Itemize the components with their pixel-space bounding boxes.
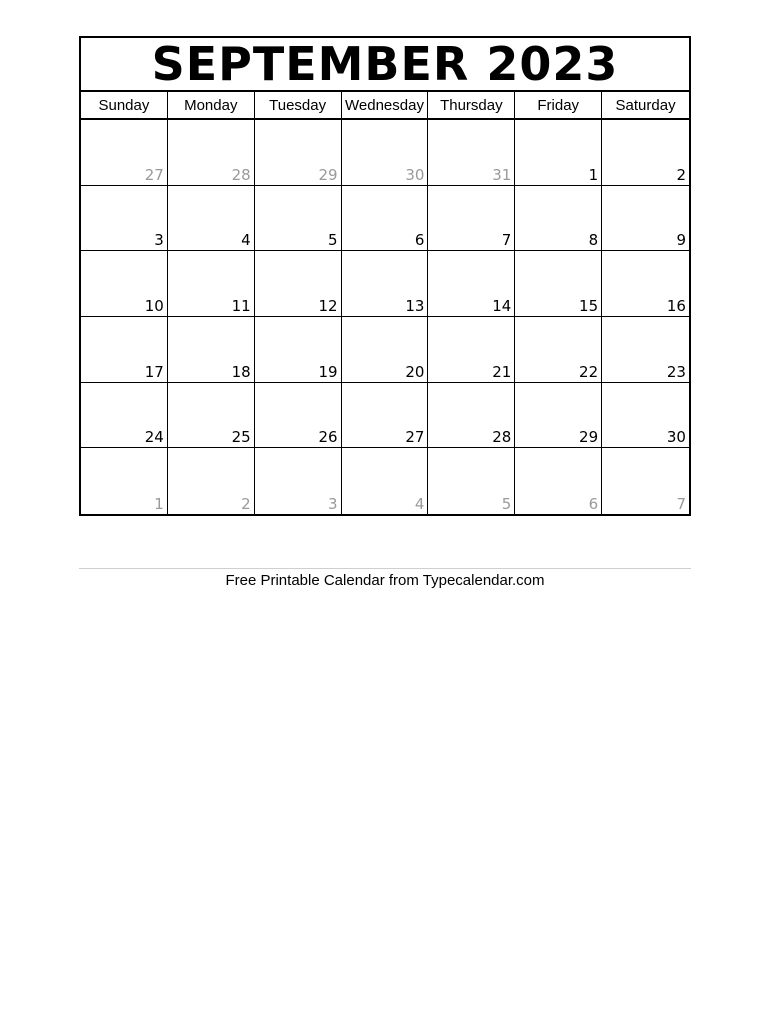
day-number: 19: [318, 362, 338, 381]
day-cell: [602, 120, 689, 185]
day-number: 22: [579, 362, 599, 381]
day-cell: [515, 383, 602, 448]
weekday-monday: Monday: [168, 92, 255, 118]
week-row: [81, 317, 689, 383]
day-cell: [81, 317, 168, 382]
day-number: 29: [579, 428, 599, 447]
footer-credit: Free Printable Calendar from Typecalendar.com: [225, 572, 545, 589]
day-cell: [168, 251, 255, 316]
day-number: 3: [154, 231, 164, 250]
day-cell: [255, 317, 342, 382]
day-cell: [602, 186, 689, 251]
day-cell-other-month: [255, 448, 342, 514]
day-cell: [342, 186, 429, 251]
day-number: 14: [492, 296, 512, 315]
day-cell-other-month: [342, 120, 429, 185]
day-cell: [428, 317, 515, 382]
weekday-thursday: Thursday: [428, 92, 515, 118]
day-number: 28: [492, 428, 512, 447]
day-number: 24: [144, 428, 164, 447]
day-number: 8: [588, 231, 599, 250]
day-cell: [255, 251, 342, 316]
day-cell-other-month: [428, 120, 515, 185]
day-cell: [428, 383, 515, 448]
day-cell: [602, 317, 689, 382]
day-cell-other-month: [428, 448, 515, 514]
day-cell-other-month: [602, 448, 689, 514]
weekday-sunday: Sunday: [81, 92, 168, 118]
week-row: [81, 120, 689, 186]
day-cell: [255, 383, 342, 448]
day-cell: [168, 317, 255, 382]
day-cell: [428, 251, 515, 316]
day-number: 10: [144, 296, 164, 315]
day-cell: [342, 251, 429, 316]
day-cell: [602, 251, 689, 316]
day-number: 23: [666, 362, 686, 381]
day-cell: [342, 383, 429, 448]
calendar-title: SEPTEMBER 2023: [81, 38, 689, 92]
day-cell: [515, 186, 602, 251]
day-number: 2: [241, 494, 251, 513]
day-cell: [428, 186, 515, 251]
day-number: 4: [241, 231, 251, 250]
week-row: [81, 186, 689, 252]
day-cell-other-month: [168, 448, 255, 514]
day-number: 20: [405, 362, 425, 381]
day-number: 27: [405, 428, 425, 447]
footer-divider: [79, 568, 691, 569]
day-number: 12: [318, 296, 338, 315]
day-cell: [515, 251, 602, 316]
day-number: 6: [588, 494, 599, 513]
day-number: 3: [328, 494, 338, 513]
day-number: 2: [676, 165, 686, 184]
day-cell: [81, 383, 168, 448]
day-number: 28: [231, 165, 251, 184]
day-cell-other-month: [168, 120, 255, 185]
day-number: 4: [414, 494, 425, 513]
day-number: 29: [318, 165, 338, 184]
day-number: 17: [144, 362, 164, 381]
day-cell: [515, 317, 602, 382]
day-cell-other-month: [81, 448, 168, 514]
weekday-tuesday: Tuesday: [255, 92, 342, 118]
day-number: 11: [231, 296, 251, 315]
day-cell: [602, 383, 689, 448]
day-cell: [81, 251, 168, 316]
day-number: 31: [492, 165, 512, 184]
day-number: 26: [318, 428, 338, 447]
day-number: 27: [144, 165, 164, 184]
day-number: 7: [676, 494, 686, 513]
day-number: 1: [588, 165, 599, 184]
day-number: 5: [501, 494, 512, 513]
day-cell: [255, 186, 342, 251]
day-number: 13: [405, 296, 425, 315]
week-row: [81, 251, 689, 317]
day-cell-other-month: [515, 448, 602, 514]
weekday-saturday: Saturday: [615, 96, 676, 114]
weekday-header-row: [81, 92, 689, 120]
calendar-grid: [81, 120, 689, 514]
calendar: [79, 36, 691, 516]
day-number: 7: [501, 231, 512, 250]
day-number: 30: [405, 165, 425, 184]
day-number: 21: [492, 362, 512, 381]
weekday-wednesday: Wednesday: [342, 92, 429, 118]
day-number: 25: [231, 428, 251, 447]
day-number: 16: [666, 296, 686, 315]
day-number: 9: [676, 231, 686, 250]
day-number: 18: [231, 362, 251, 381]
day-cell-other-month: [255, 120, 342, 185]
day-number: 1: [154, 494, 164, 513]
day-number: 15: [579, 296, 599, 315]
week-row: [81, 383, 689, 449]
day-number: 6: [414, 231, 425, 250]
weekday-friday: Friday: [515, 92, 602, 118]
week-row: [81, 448, 689, 514]
day-number: 5: [328, 231, 338, 250]
day-cell-other-month: [342, 448, 429, 514]
day-cell: [168, 383, 255, 448]
day-cell: [81, 186, 168, 251]
day-cell: [515, 120, 602, 185]
day-cell-other-month: [81, 120, 168, 185]
day-number: 30: [666, 428, 686, 447]
day-cell: [168, 186, 255, 251]
day-cell: [342, 317, 429, 382]
